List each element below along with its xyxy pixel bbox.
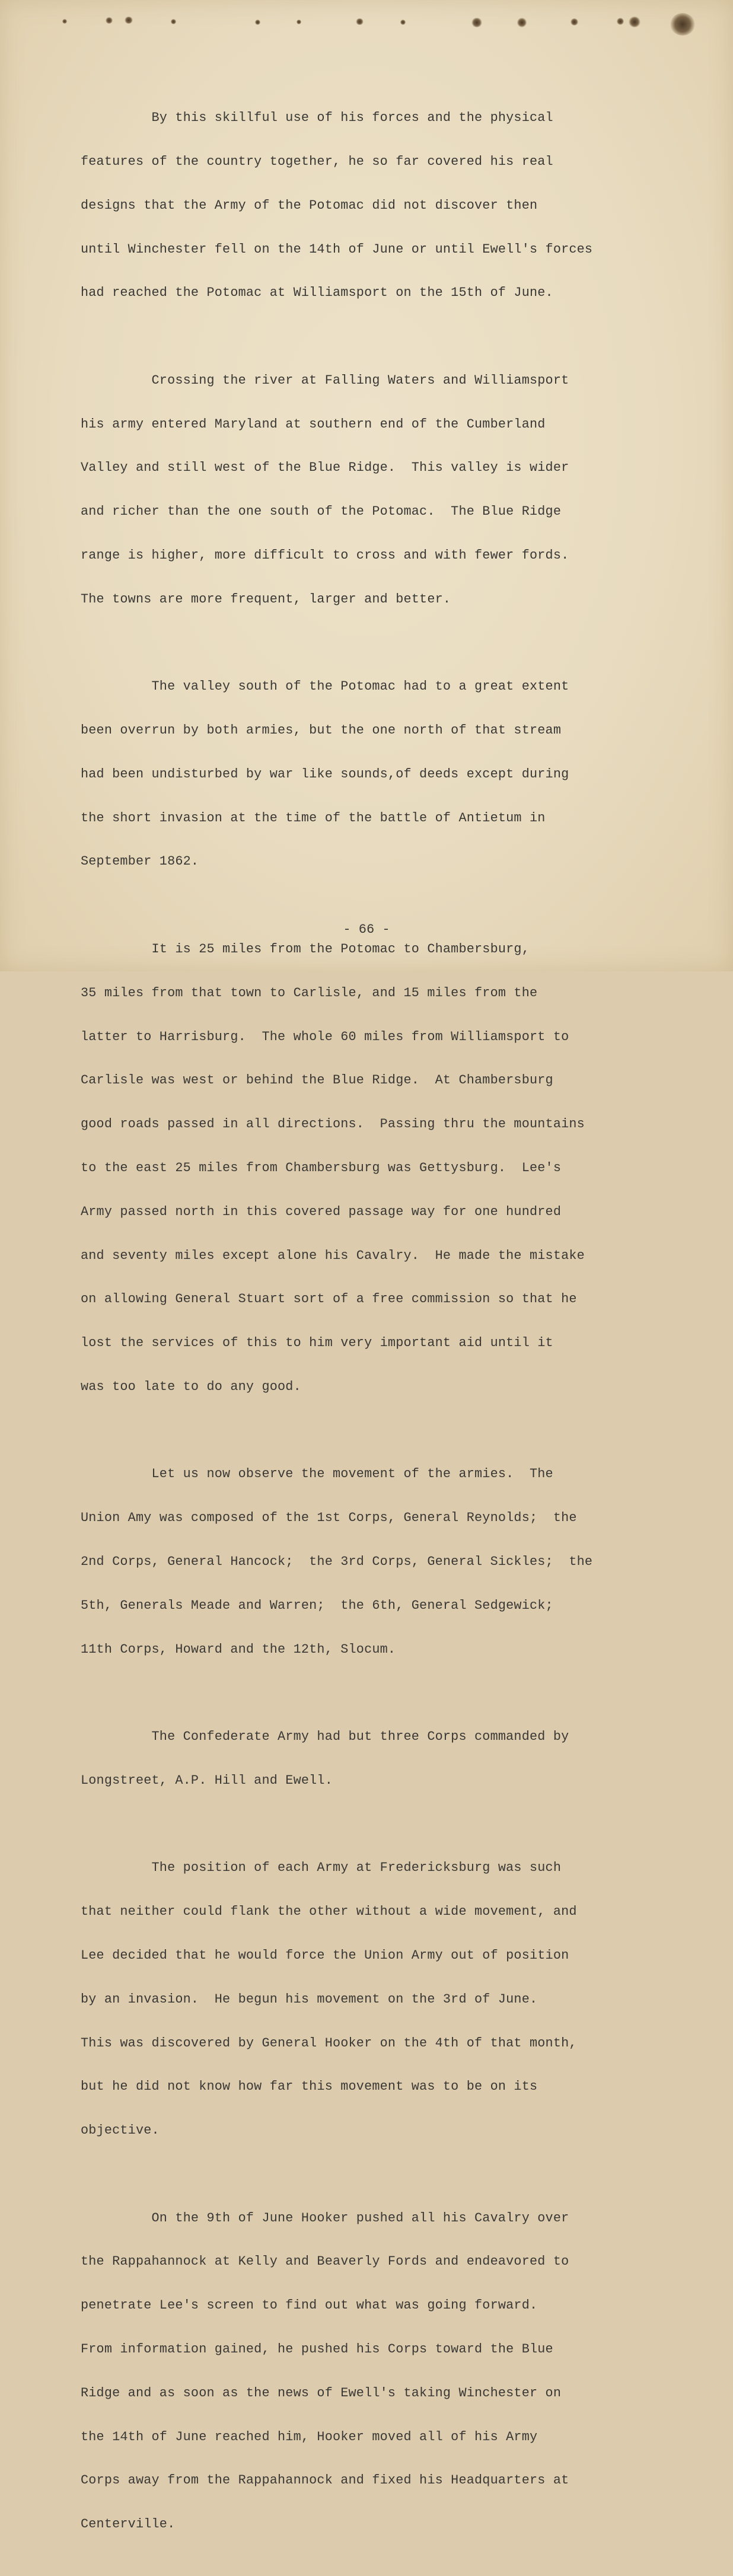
binding-hole — [471, 18, 482, 27]
text-line: September 1862. — [81, 854, 199, 869]
text-line: and seventy miles except alone his Cavalry. He made the mistake — [81, 1248, 585, 1263]
text-line: The valley south of the Potomac had to a great extent — [81, 679, 569, 694]
binding-hole — [356, 18, 364, 25]
binding-hole — [400, 20, 406, 25]
text-line: The Confederate Army had but three Corps commanded by — [81, 1729, 569, 1745]
text-line: From information gained, he pushed his Corps toward the Blue — [81, 2342, 553, 2357]
text-line: that neither could flank the other without a wide movement, and — [81, 1904, 577, 1920]
binding-hole — [106, 17, 113, 24]
text-line: was too late to do any good. — [81, 1379, 301, 1394]
binding-hole — [617, 18, 624, 25]
text-line: 2nd Corps, General Hancock; the 3rd Corps, General Sickles; the — [81, 1554, 593, 1569]
binding-hole — [255, 20, 260, 25]
text-line: This was discovered by General Hooker on the 4th of that month, — [81, 2035, 577, 2051]
text-line: Let us now observe the movement of the armies. The — [81, 1466, 553, 1482]
text-line: The position of each Army at Fredericksburg was such — [81, 1860, 562, 1876]
binding-holes — [0, 13, 733, 37]
text-line: designs that the Army of the Potomac did not discover then — [81, 197, 538, 213]
text-line: 35 miles from that town to Carlisle, and 15 miles from the — [81, 985, 538, 1000]
binding-hole — [571, 18, 578, 25]
binding-hole — [297, 20, 301, 24]
text-line: his army entered Maryland at southern end of the Cumberland — [81, 416, 546, 432]
text-line: good roads passed in all directions. Passing thru the mountains — [81, 1117, 585, 1132]
text-line: range is higher, more difficult to cross and with fewer fords. — [81, 548, 569, 563]
text-line: by an invasion. He begun his movement on the 3rd of June. — [81, 1991, 538, 2007]
text-line: Corps away from the Rappahannock and fixed his Headquarters at — [81, 2473, 569, 2488]
binding-hole — [125, 17, 133, 24]
text-line: Valley and still west of the Blue Ridge. This valley is wider — [81, 460, 569, 476]
text-line: By this skillful use of his forces and the physical — [81, 110, 553, 126]
text-line: latter to Harrisburg. The whole 60 miles from Williamsport to — [81, 1029, 569, 1044]
paragraph-5 — [81, 1438, 662, 1686]
text-line: but he did not know how far this movement was to be on its — [81, 2079, 538, 2094]
text-line: the short invasion at the time of the battle of Antietum in — [81, 810, 546, 825]
binding-hole — [517, 18, 527, 27]
text-line: on allowing General Stuart sort of a free commission so that he — [81, 1292, 577, 1307]
text-line: Ridge and as soon as the news of Ewell's taking Winchester on — [81, 2385, 562, 2400]
paragraph-2 — [81, 345, 662, 636]
text-line: been overrun by both armies, but the one north of that stream — [81, 723, 562, 738]
binding-hole — [171, 19, 176, 24]
binding-hole — [670, 13, 695, 36]
text-line: On the 9th of June Hooker pushed all his Cavalry over — [81, 2210, 569, 2226]
text-line: features of the country together, he so far covered his real — [81, 154, 553, 169]
paragraph-1 — [81, 82, 662, 330]
text-line: Centerville. — [81, 2517, 176, 2532]
text-line: It is 25 miles from the Potomac to Chambersburg, — [81, 942, 530, 957]
binding-hole — [629, 17, 640, 27]
paragraph-7 — [81, 1832, 662, 2167]
paragraph-8 — [81, 2182, 662, 2561]
text-line: objective. — [81, 2123, 160, 2138]
text-line: had reached the Potomac at Williamsport on the 15th of June. — [81, 285, 553, 301]
page-number: - 66 - — [343, 922, 390, 937]
text-line: the Rappahannock at Kelly and Beaverly Fords and endeavored to — [81, 2254, 569, 2269]
text-line: 11th Corps, Howard and the 12th, Slocum. — [81, 1641, 396, 1657]
body-text — [81, 82, 662, 2576]
text-line: had been undisturbed by war like sounds,of deeds except during — [81, 766, 569, 782]
text-line: penetrate Lee's screen to find out what was going forward. — [81, 2298, 538, 2313]
text-line: lost the services of this to him very important aid until it — [81, 1335, 553, 1351]
text-line: 5th, Generals Meade and Warren; the 6th, General Sedgewick; — [81, 1598, 553, 1613]
paragraph-6 — [81, 1701, 662, 1818]
binding-hole — [62, 19, 67, 24]
text-line: Union Amy was composed of the 1st Corps, General Reynolds; the — [81, 1510, 577, 1526]
text-line: the 14th of June reached him, Hooker moved all of his Army — [81, 2429, 538, 2444]
text-line: until Winchester fell on the 14th of June or until Ewell's forces — [81, 241, 593, 257]
text-line: The towns are more frequent, larger and better. — [81, 591, 451, 607]
text-line: Longstreet, A.P. Hill and Ewell. — [81, 1772, 333, 1788]
paragraph-4 — [81, 913, 662, 1424]
text-line: Crossing the river at Falling Waters and Williamsport — [81, 372, 569, 388]
paragraph-3 — [81, 651, 662, 898]
text-line: Lee decided that he would force the Union Army out of position — [81, 1948, 569, 1963]
text-line: to the east 25 miles from Chambersburg was Gettysburg. Lee's — [81, 1160, 562, 1175]
text-line: Army passed north in this covered passage way for one hundred — [81, 1204, 562, 1219]
text-line: Carlisle was west or behind the Blue Ridge. At Chambersburg — [81, 1073, 553, 1088]
text-line: and richer than the one south of the Potomac. The Blue Ridge — [81, 504, 562, 519]
